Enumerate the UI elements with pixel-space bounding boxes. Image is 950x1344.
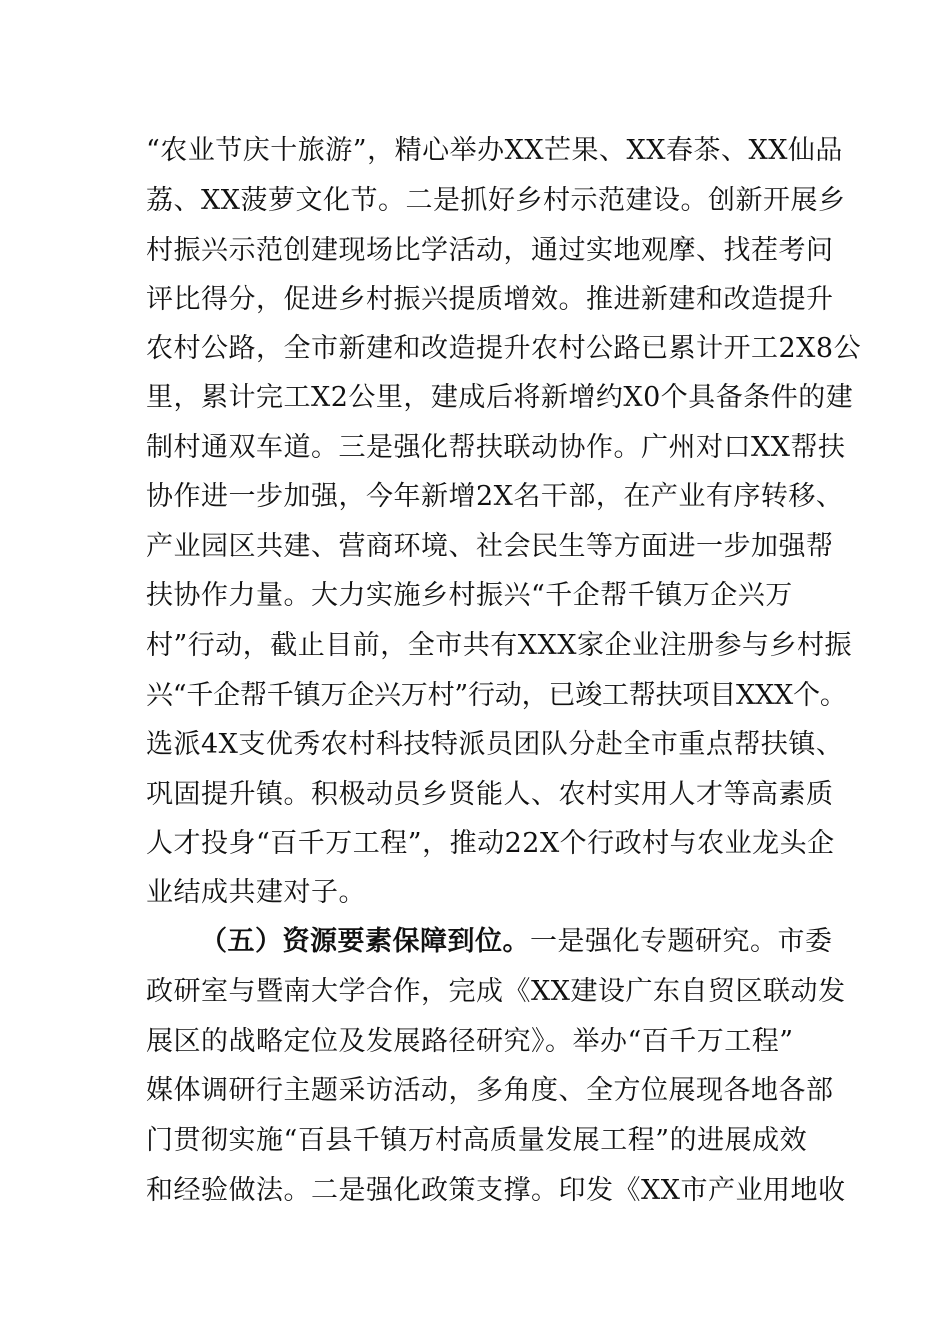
- paragraph-line: 产业园区共建、营商环境、社会民生等方面进一步加强帮: [146, 531, 834, 562]
- section-first-line-text: 一是强化专题研究。市委: [530, 926, 833, 957]
- paragraph-line: 村”行动，截止目前，全市共有XXX家企业注册参与乡村振: [146, 630, 852, 661]
- paragraph-line: 兴“千企帮千镇万企兴万村”行动，已竣工帮扶项目XXX个。: [146, 680, 847, 711]
- paragraph-line: 制村通双车道。三是强化帮扶联动协作。广州对口XX帮扶: [146, 432, 846, 463]
- paragraph-line: 荔、XX菠萝文化节。二是抓好乡村示范建设。创新开展乡: [146, 185, 846, 216]
- section-line: 展区的战略定位及发展路径研究》。举办“百千万工程”: [146, 1026, 794, 1057]
- section-heading: （五）资源要素保障到位。: [200, 926, 530, 957]
- paragraph-line: 农村公路，全市新建和改造提升农村公路已累计开工2X8公: [146, 333, 862, 364]
- paragraph-line: 扶协作力量。大力实施乡村振兴“千企帮千镇万企兴万: [146, 580, 793, 611]
- paragraph-line: 人才投身“百千万工程”，推动22X个行政村与农业龙头企: [146, 828, 835, 859]
- paragraph-line: 选派4X支优秀农村科技特派员团队分赴全市重点帮扶镇、: [146, 729, 844, 760]
- section-line: 政研室与暨南大学合作，完成《XX建设广东自贸区联动发: [146, 976, 846, 1007]
- paragraph-line: 业结成共建对子。: [146, 877, 366, 908]
- paragraph-line: “农业节庆十旅游”，精心举办XX芒果、XX春茶、XX仙品: [146, 135, 843, 166]
- section-first-line: [200, 926, 833, 958]
- paragraph-line: 协作进一步加强，今年新增2X名干部，在产业有序转移、: [146, 481, 844, 512]
- paragraph-line: 巩固提升镇。积极动员乡贤能人、农村实用人才等高素质: [146, 779, 834, 810]
- section-line: 门贯彻实施“百县千镇万村高质量发展工程”的进展成效: [146, 1125, 808, 1156]
- section-line: 和经验做法。二是强化政策支撑。印发《XX市产业用地收: [146, 1175, 846, 1206]
- paragraph-line: 村振兴示范创建现场比学活动，通过实地观摩、找茬考问: [146, 235, 834, 266]
- section-line: 媒体调研行主题采访活动，多角度、全方位展现各地各部: [146, 1075, 834, 1106]
- paragraph-line: 里，累计完工X2公里，建成后将新增约X0个具备条件的建: [146, 382, 854, 413]
- paragraph-line: 评比得分，促进乡村振兴提质增效。推进新建和改造提升: [146, 284, 834, 315]
